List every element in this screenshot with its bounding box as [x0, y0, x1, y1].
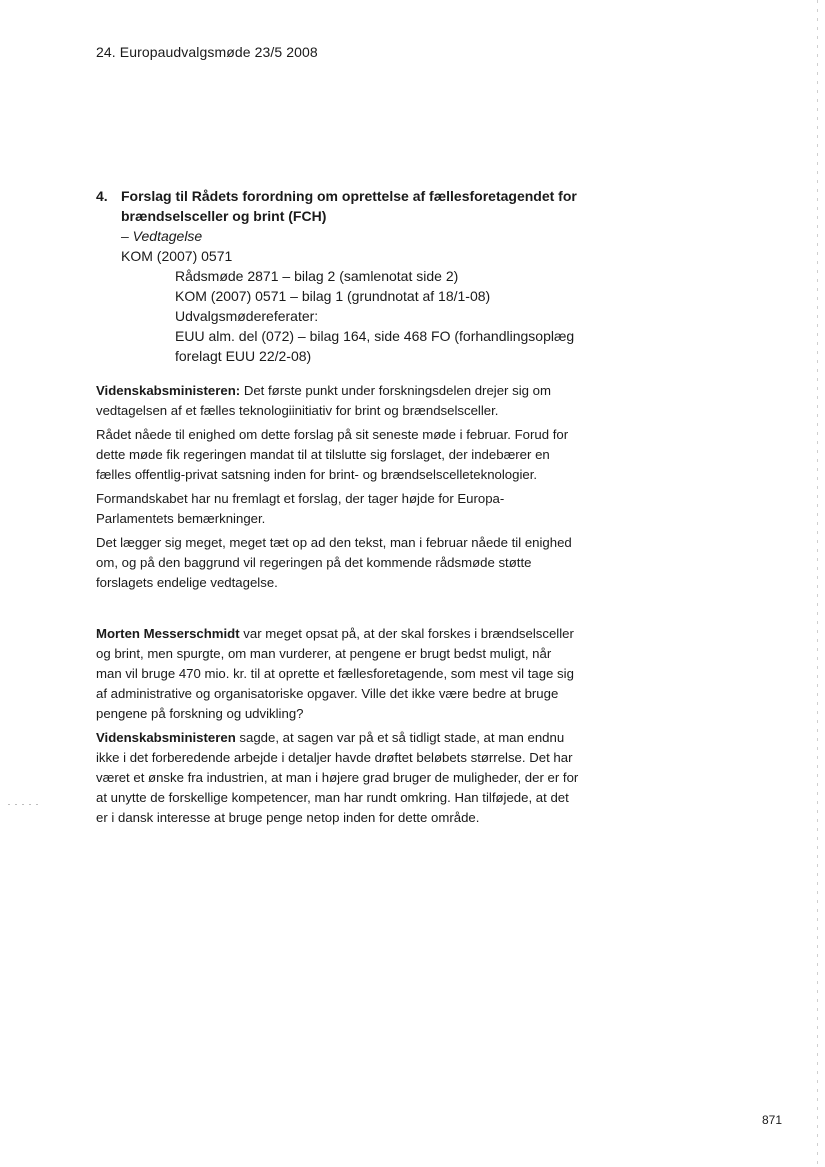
scan-margin-dash	[8, 804, 38, 805]
paragraph	[96, 381, 580, 421]
reference-list	[175, 266, 596, 366]
agenda-kom-reference: KOM (2007) 0571	[121, 248, 233, 264]
paragraph	[96, 728, 580, 828]
reference-item: Udvalgsmødereferater:	[175, 308, 319, 324]
paragraph: Formandskabet har nu fremlagt et forslag, der tager højde for Europa-Parlamentets bemærkninger.	[96, 491, 505, 526]
paragraph-text: Det første punkt under forskningsdelen drejer sig om vedtagelsen af et fælles teknologiinitiativ for brint og brændselsceller.	[96, 383, 551, 418]
paragraph-text: var meget opsat på, at der skal forskes i brændselsceller og brint, men spurgte, om man vurderer, at pengene er brugt bedst muligt, når man vil bruge 470 mio. kr. til at oprette et fællesforetagende, som mest vil tage sig af administrative og organisatoriske opgaver. Ville det ikke være bedre at bruge pengene på forskning og udvikling?	[96, 626, 574, 721]
reference-item: EUU alm. del (072) – bilag 164, side 468 FO (forhandlingsoplæg forelagt EUU 22/2-08)	[175, 328, 575, 364]
agenda-number: 4.	[96, 188, 108, 204]
meeting-header: 24. Europaudvalgsmøde 23/5 2008	[96, 44, 318, 60]
minutes-body	[96, 381, 580, 832]
reference-item: Rådsmøde 2871 – bilag 2 (samlenotat side 2)	[175, 268, 459, 284]
speaker-name: Videnskabsministeren	[96, 730, 236, 745]
reference-item: KOM (2007) 0571 – bilag 1 (grundnotat af 18/1-08)	[175, 288, 491, 304]
speaker-name: Morten Messerschmidt	[96, 626, 240, 641]
paragraph: Rådet nåede til enighed om dette forslag på sit seneste møde i februar. Forud for dette møde fik regeringen mandat til at tilslutte sig forslaget, der indebærer en fælles offentlig-privat satsning inden for brint- og brændselscelleteknologier.	[96, 427, 569, 482]
paragraph-text: sagde, at sagen var på et så tidligt stade, at man endnu ikke i det forberedende arbejde i detaljer havde drøftet beløbets størrelse. Det har været et ønske fra industrien, at man i højere grad bruger de muligheder, der er for at unytte de forskellige kompetencer, man har rundt omkring. Han tilføjede, at det er i dansk interesse at bruge penge netop inden for dette område.	[96, 730, 579, 825]
agenda-item	[96, 186, 596, 366]
agenda-status: – Vedtagelse	[121, 228, 203, 244]
agenda-title: Forslag til Rådets forordning om oprettelse af fællesforetagendet for brændselsceller og brint (FCH)	[121, 188, 577, 224]
speaker-name: Videnskabsministeren:	[96, 383, 241, 398]
scan-edge-marks	[817, 0, 818, 1167]
page-number: 871	[762, 1113, 783, 1127]
paragraph: Det lægger sig meget, meget tæt op ad den tekst, man i februar nåede til enighed om, og på den baggrund vil regeringen på det kommende rådsmøde støtte forslagets endelige vedtagelse.	[96, 535, 572, 590]
paragraph	[96, 624, 580, 724]
